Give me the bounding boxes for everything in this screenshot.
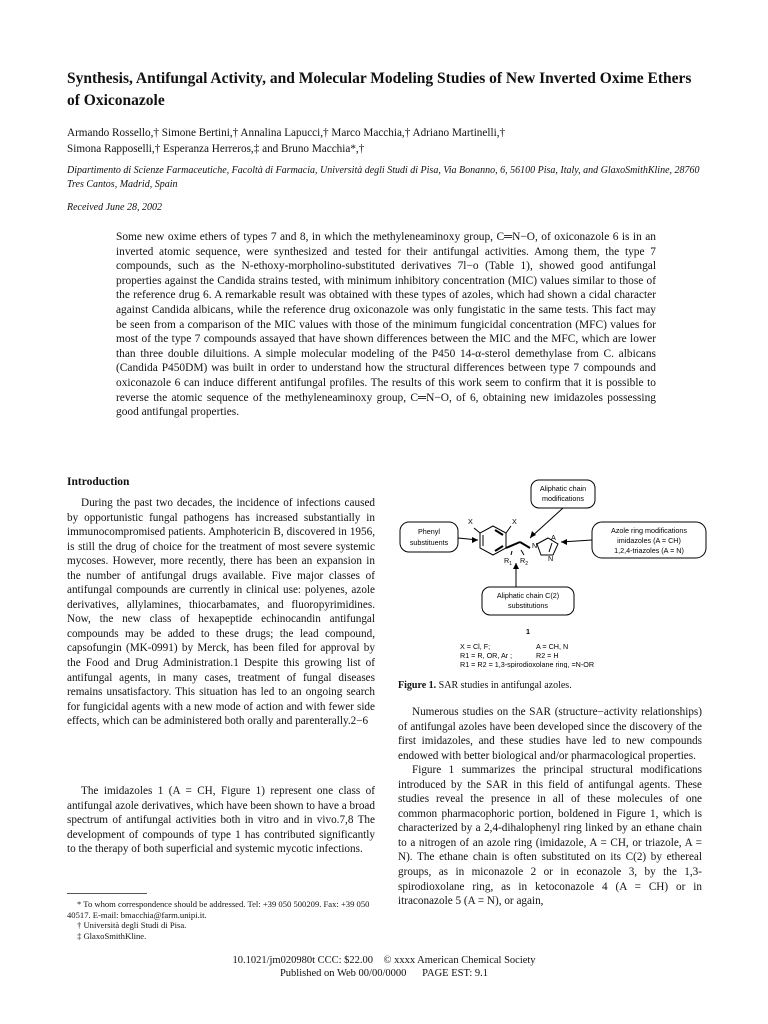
c2-r2-bond xyxy=(521,550,524,555)
received-date: Received June 28, 2002 xyxy=(67,202,162,213)
figure-1-diagram xyxy=(398,478,708,668)
arrowhead-phenyl xyxy=(472,537,478,543)
paper-title: Synthesis, Antifungal Activity, and Molecular Modeling Studies of New Inverted Oxime Ethers of Oxiconazole xyxy=(67,70,692,109)
right-paragraph-1: Numerous studies on the SAR (structure−activity relationships) of antifungal azoles have been developed since the discovery of the first imidazoles, and these studies have led to new compounds endowed with better biological and/or pharmacological properties. xyxy=(398,706,702,762)
azole-double-bond xyxy=(549,543,552,552)
affiliation: Dipartimento di Scienze Farmaceutiche, Facoltà di Farmacia, Università degli Studi di Pisa, Via Bonanno, 6, 56100 Pisa, Italy, and GlaxoSmithKline, 28760 Tres Cantos, Madrid, Spain xyxy=(67,165,700,190)
box-c2-line-2: substitutions xyxy=(508,601,548,610)
figure-1-caption xyxy=(398,680,702,691)
abstract-text: Some new oxime ethers of types 7 and 8, in which the methyleneaminoxy group, C═N−O, of oxiconazole 6 is in an inverted atomic sequence, were synthesized and tested for their antifungal activities. Among them, the type 7 compounds, such as the N-ethoxy-morpholino-substituted derivatives 7l−o (Table 1), showed good antifungal properties against the Candida strains tested, with minimum inhibitory concentration (MIC) values similar to those of the reference drug 6. A remarkable result was obtained with these types of azoles, which had shown a cidal character against Candida albicans, while the reference drug oxiconazole was only fungistatic in the same tests. This fact may be seen from a comparison of the MIC values with those of the minimum fungicidal concentration (MFC) values for most of the type 7 compounds assayed that have shown differences between the MIC and the MFC, which are lower than three double diluitions. A simple molecular modeling of the P450 14-α-sterol demethylase from C. albicans (Candida P450DM) was built in order to understand how the structural differences between type 7 compounds and oxiconazole 6 can induce different antifungal profiles. The results of this work seem to confirm that it is possible to reverse the atomic sequence of the methyleneaminoxy group, C═N−O, of 6, obtaining new imidazoles possessing good antifungal properties. xyxy=(116,231,656,419)
arrowhead-azole xyxy=(561,539,567,545)
box-azole-line-2: imidazoles (A = CH) xyxy=(617,536,681,545)
footer-doi-copyright: 10.1021/jm020980t CCC: $22.00 © xxxx American Chemical Society xyxy=(232,955,536,966)
box-phenyl-line-1: Phenyl xyxy=(418,527,440,536)
box-aliphatic-line-1: Aliphatic chain xyxy=(539,484,587,493)
right-column-text xyxy=(398,705,702,909)
atom-x-right: X xyxy=(512,517,517,526)
ethane-bond-1 xyxy=(506,542,520,548)
box-azole-line-1: Azole ring modifications xyxy=(611,526,687,535)
atom-x-left: X xyxy=(468,517,473,526)
phenyl-ring xyxy=(480,526,506,555)
footnote-divider xyxy=(67,893,147,894)
figure-caption-text: SAR studies in antifungal azoles. xyxy=(438,680,572,691)
footnote-correspondence: * To whom correspondence should be addressed. Tel: +39 050 500209. Fax: +39 050 40517. E-mail: bmacchia@farm.unipi.it. xyxy=(67,899,370,920)
footnote-gsk: ‡ GlaxoSmithKline. xyxy=(77,930,147,941)
footnote-pisa: † Università degli Studi di Pisa. xyxy=(77,920,187,931)
arrowhead-c2 xyxy=(513,563,519,569)
right-paragraph-2: Figure 1 summarizes the principal structural modifications introduced by the SAR in this field of antifungal agents. These studies reveal the presence in all of these molecules of one common pharmacophoric portion, boldened in Figure 1, which is characterized by a 2,4-dihalophenyl ring linked by an ethane chain to a nitrogen of an azole ring (imidazole, A = CH, or triazole, A = N). The ethane chain is often substituted on its C(2) by ethereal groups, as in miconazole 2 or in econazole 3, by the 1,3-spirodioxolane ring, as in ketoconazole 4 (A = CH) or in itraconazole 5 (A = N), or again, xyxy=(398,764,702,908)
page-footer xyxy=(0,955,768,980)
figure-caption-label: Figure 1. xyxy=(398,680,437,691)
intro-paragraph-2 xyxy=(67,784,375,857)
ring-x-bond-2 xyxy=(506,526,511,533)
atom-r1: $R_1$ xyxy=(504,556,512,567)
legend-line-2a: R1 = R, OR, Ar ; xyxy=(460,651,513,660)
arrowhead-aliphatic xyxy=(530,531,536,538)
footnotes xyxy=(67,899,375,941)
intro-paragraph-1 xyxy=(67,496,375,729)
atom-a: A xyxy=(551,533,556,542)
intro-p2-text: The imidazoles 1 (A = CH, Figure 1) represent one class of antifungal azole derivatives, which have been shown to have a broad spectrum of antifungal activities both in vitro and in vivo.7,8 The development of compounds of type 1 has contributed significantly to the therapy of both superficial and systemic mycotic infections. xyxy=(67,785,375,856)
intro-p1-text: During the past two decades, the incidence of infections caused by opportunistic fungal pathogens has increased substantially in immunocompromised patients. Amphotericin B, discovered in 1956, is still the drug of choice for the treatment of most severe systemic mycoses. However, more recently, there has been an expansion in the number of antifungal drugs available. Five major classes of antifungal compounds are currently in clinical use: polyenes, azole derivatives, allylamines, thiocarbamates, and fluoropyrimidines. Now, the new class of hexapeptide echinocandin antifungal compounds may be added to these drugs; the lead compound, capsofungin (MK-0991) by Merck, has been filed for approval by the Food and Drug Administration.1 Despite this growing list of antifungal agents, in many cases, treatment of fungal diseases remains unsatisfactory. This situation has led to an ongoing search for fungicidal agents with a new mode of action and with fewer side effects, which can be administered both orally and parenterally.2−6 xyxy=(67,497,375,728)
atom-n2: N xyxy=(548,554,554,563)
authors-line-1: Armando Rossello,† Simone Bertini,† Annalina Lapucci,† Marco Macchia,† Adriano Martinelli,† xyxy=(67,127,506,139)
box-phenyl-line-2: substituents xyxy=(409,538,449,547)
section-heading-introduction: Introduction xyxy=(67,476,130,488)
atom-n1: N xyxy=(532,541,538,550)
legend-line-3: R1 = R2 = 1,3-spirodioxolane ring, =N-OR xyxy=(460,660,595,668)
c2-r1-bond xyxy=(511,551,512,555)
author-list xyxy=(67,126,707,157)
legend-line-1a: X = Cl, F; xyxy=(460,642,491,651)
atom-r2: $R_2$ xyxy=(520,556,528,567)
box-c2-line-1: Aliphatic chain C(2) xyxy=(496,591,560,600)
ethane-bond-2 xyxy=(520,542,530,548)
arrow-aliphatic xyxy=(530,508,563,538)
legend-line-1b: A = CH, N xyxy=(536,642,569,651)
legend-line-2b: R2 = H xyxy=(536,651,559,660)
footer-published: Published on Web 00/00/0000 PAGE EST: 9.1 xyxy=(279,967,489,979)
ring-x-bond-1 xyxy=(474,528,480,533)
abstract xyxy=(116,230,656,420)
box-azole-line-3: 1,2,4-triazoles (A = N) xyxy=(614,546,684,555)
authors-line-2: Simona Rapposelli,† Esperanza Herreros,‡ and Bruno Macchia*,† xyxy=(67,142,365,155)
compound-number: 1 xyxy=(526,627,530,636)
box-aliphatic-line-2: modifications xyxy=(542,494,584,503)
